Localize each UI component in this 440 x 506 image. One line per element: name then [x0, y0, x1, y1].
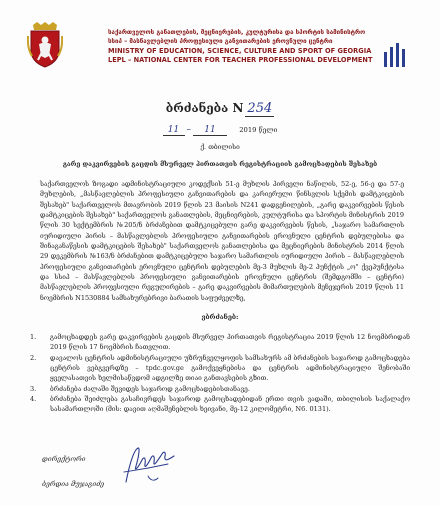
signatory-name: ბერდია მუჯაგიძე [42, 480, 105, 488]
decree-word: ვბრძანებ: [201, 313, 239, 321]
order-title [0, 97, 440, 116]
order-item [30, 353, 410, 384]
center-name-ka: სსიპ – მასწავლებლის პროფესიული განვითარების ეროვნული ცენტრი [108, 38, 333, 46]
order-item-text: გამოცხადდეს გარე დაკვირვების გაცდის მსურველ პირთათვის რეგისტრაცია 2019 წლის 12 ნოემბრიდან 2019 წლის 17 ნოემბრის ჩათვლით. [50, 333, 410, 352]
order-item-number: 3. [30, 384, 37, 393]
order-item-number: 1. [30, 333, 37, 341]
order-item-number: 2. [30, 353, 37, 362]
order-item [30, 332, 410, 353]
handwritten-signature-icon [120, 442, 180, 490]
order-items [30, 332, 410, 415]
order-subject: გარე დაკვირვების გაცდის მსურველ პირთათვის რეგისტრაციის გამოცხადების შესახებ [62, 160, 378, 168]
order-item-text: დავალოს ცენტრის ადმინისტრაციული უზრუნველყოფის სამსახურს ამ ბრძანების საჯაროდ გამოცხადება ცენტრის ვებგვერდზე – tpdc.gov.ge გამოქვეყნებისა და ცენტრის ადმინისტრაციული შენობაში ყველასათვის ხელმისაწვდომ ადგილზე თიაი განთავსების გზით. [50, 353, 410, 383]
order-title-prefix: ბრძანება N [165, 101, 244, 115]
letterhead [108, 28, 373, 66]
order-month: 11 [193, 125, 227, 136]
tpdc-logo-icon [384, 43, 410, 69]
order-number-handwritten: 254 [247, 101, 273, 116]
order-item [30, 394, 410, 415]
signatory-title: დირექტორი [42, 455, 86, 463]
ministry-name-ka: საქართველოს განათლების, მეცნიერების, კულტურისა და სპორტის სამინისტრო [108, 29, 366, 36]
date-separator: – [186, 125, 192, 135]
ministry-name-en: MINISTRY OF EDUCATION, SCIENCE, CULTURE AND SPORT OF GEORGIA [108, 46, 372, 55]
order-preamble: საქართველოს ზოგადი ადმინისტრაციული კოდექსის 51-ე მუხლის პირველი ნაწილის, 52-ე, 56-ე და 57-ე მუხლების, „მასწავლებლის პროფესიული განვითარების და კარიერული წინსვლის სქემის დამტკიცების შესახებ" საქართველოს მთავრობის 2019 წლის 23 მაისის N241 დადგენილების, „გარე დაკვირვების წესის დამტკიცების შესახებ" საქართველოს განათლების, მეცნიერების, კულტურისა და სპორტის მინისტრის 2019 წლის 30 სექტემბრის №205/ნ ბრძანებით დამტკიცებული გარე დაკვირვების წესის, „საჯარო სამართლის იურიდიული პირის – მასწავლებლის პროფესიული განვითარების ეროვნული ცენტრის დებულებისა და შინაგანაწესის დამტკიცების შესახებ" საქართველოს განათლებისა და მეცნიერების მინისტრის 2014 წლის 29 დეკემბრის №163/ნ ბრძანებით დამტკიცებული საჯარო სამართლის იურიდიული პირის – მასწავლებლის პროფესიული განვითარების ეროვნული ცენტრის დებულების მე-3 მუხლის მე-2 პუნქტის „ო" ქვეპუნქტისა და სსიპ – მასწავლებლის პროფესიული განვითარების ეროვნული ცენტრის (შემდგომში – ცენტრი) მასწავლებლის პროფესიული რეგულირების – გარე დაკვირვების მიმართულების მენეჯერის 2019 წლის 11 ნოემბრის N1530884 სამსახურებრივი ბარათის საფუძველზე, [40, 180, 404, 302]
order-item-text: ბრძანება შეიძლება გასაჩივრდეს საჯაროდ გამოცხადებიდან ერთი თვის ვადაში, თბილისის საქალაქო სასამართლოში (მის: დავით აღმაშენებლის ხეივანი, მე-12 კილომეტრი, N6. 0131). [50, 395, 410, 414]
order-item-text: ბრძანება ძალაში შევიდეს საჯაროდ გამოცხადებისთანავე. [50, 384, 250, 393]
order-date [0, 125, 440, 136]
order-day: 11 [163, 125, 185, 136]
order-city: ქ. თბილისი [200, 143, 240, 151]
order-item [30, 384, 410, 394]
order-year: 2019 წელი [239, 126, 278, 134]
georgia-coat-of-arms-icon [27, 22, 63, 68]
center-name-en: LEPL – NATIONAL CENTER FOR TEACHER PROFESSIONAL DEVELOPMENT [108, 56, 373, 65]
order-item-number: 4. [30, 395, 37, 404]
